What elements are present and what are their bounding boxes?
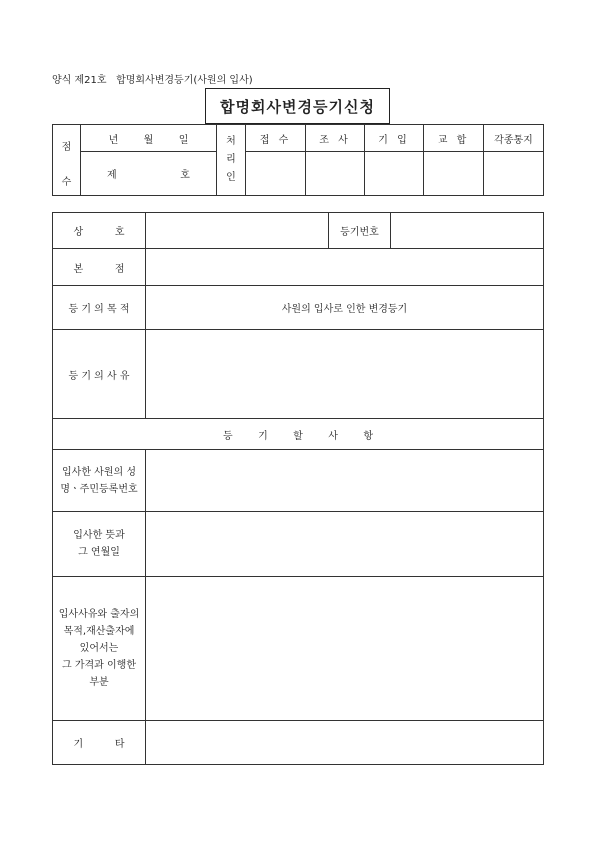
step-jeopsu-stamp[interactable]	[246, 152, 306, 196]
reception-label-su: 수	[53, 167, 81, 196]
reg-number-label: 등기번호	[329, 213, 391, 249]
step-notice-label: 각종통지	[484, 125, 544, 152]
processor-char-3: 인	[226, 172, 236, 183]
form-number: 양식 제21호 합명회사변경등기(사원의 입사)	[52, 75, 253, 86]
reception-number-field[interactable]: 제 호	[81, 152, 217, 196]
intent-label: 입사한 뜻과 그 연월일	[53, 512, 146, 577]
investment-field[interactable]	[146, 577, 544, 721]
step-jeopsu-label: 접 수	[246, 125, 306, 152]
step-josa-label: 조 사	[306, 125, 365, 152]
step-gyohap-label: 교 합	[424, 125, 484, 152]
step-giip-label: 기 입	[365, 125, 424, 152]
reception-label-jeop: 점	[53, 125, 81, 167]
company-name-label: 상 호	[53, 213, 146, 249]
purpose-label: 등 기 의 목 적	[53, 286, 146, 330]
page-title: 합명회사변경등기신청	[205, 88, 390, 124]
reception-date-field[interactable]: 년 월 일	[81, 125, 217, 152]
matters-header: 등 기 할 사 항	[53, 419, 544, 450]
step-josa-stamp[interactable]	[306, 152, 365, 196]
processor-label	[217, 125, 246, 196]
step-gyohap-stamp[interactable]	[424, 152, 484, 196]
branch-label: 본 점	[53, 249, 146, 286]
investment-label: 입사사유와 출자의 목적,재산출자에 있어서는 그 가격과 이행한 부분	[53, 577, 146, 721]
branch-field[interactable]	[146, 249, 544, 286]
application-table	[52, 212, 544, 765]
reason-label: 등 기 의 사 유	[53, 330, 146, 419]
other-label: 기 타	[53, 721, 146, 765]
step-notice-stamp[interactable]	[484, 152, 544, 196]
step-giip-stamp[interactable]	[365, 152, 424, 196]
processor-char-2: 리	[226, 154, 236, 165]
member-field[interactable]	[146, 450, 544, 512]
purpose-value: 사원의 입사로 인한 변경등기	[146, 286, 544, 330]
reason-field[interactable]	[146, 330, 544, 419]
reception-table	[52, 124, 544, 196]
company-name-field[interactable]	[146, 213, 329, 249]
member-label: 입사한 사원의 성 명ㆍ주민등록번호	[53, 450, 146, 512]
reg-number-field[interactable]	[391, 213, 544, 249]
other-field[interactable]	[146, 721, 544, 765]
intent-field[interactable]	[146, 512, 544, 577]
processor-char-1: 처	[226, 136, 236, 147]
